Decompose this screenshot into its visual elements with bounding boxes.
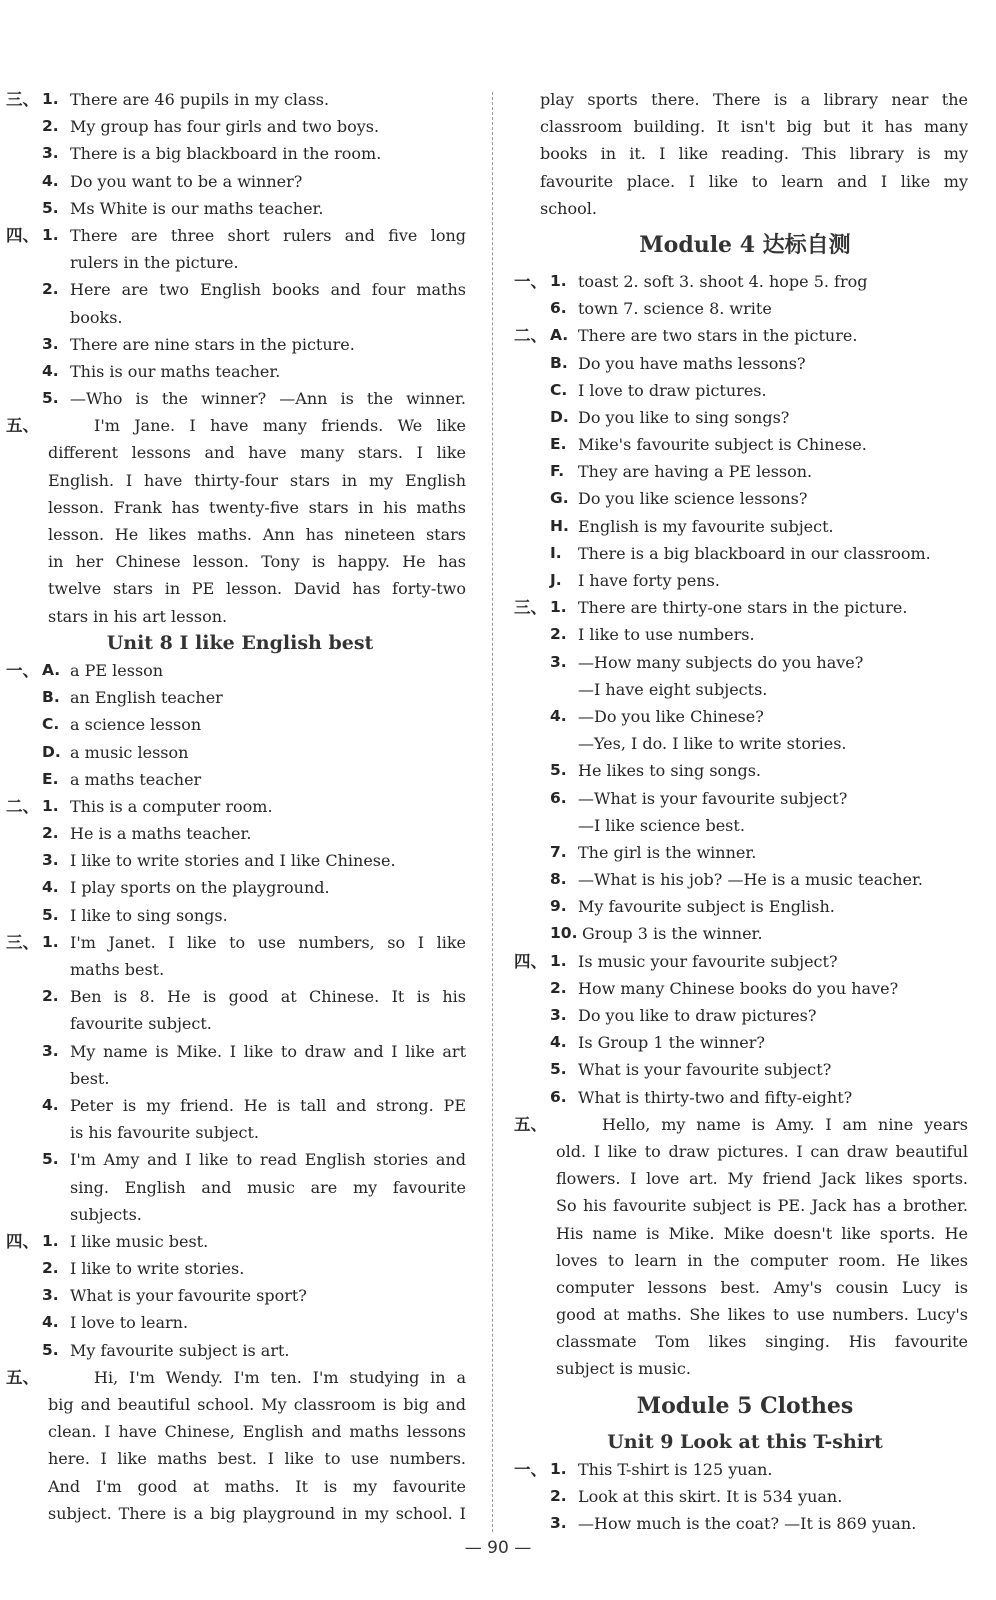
item-text: I like music best.	[70, 1231, 209, 1251]
item-text: stars in his art lesson.	[48, 606, 228, 626]
item-text: There is a big blackboard in the room.	[70, 144, 382, 164]
item-text: There are thirty-one stars in the picture.	[578, 598, 908, 618]
item-text: I like to write stories and I like Chinese.	[70, 851, 396, 871]
item-text: play sports there. There is a library near the	[540, 90, 968, 109]
item-text: There are nine stars in the picture.	[70, 334, 355, 354]
answer-item	[514, 458, 976, 485]
item-text: good at maths. She likes to use numbers. Lucy's	[556, 1305, 968, 1325]
item-text: My name is Mike. I like to draw and I like art	[70, 1041, 466, 1061]
text-line	[6, 548, 474, 575]
answer-item	[514, 485, 976, 512]
answer-item	[6, 113, 474, 140]
item-text: —Yes, I do. I like to write stories.	[578, 734, 847, 754]
item-text: Do you like science lessons?	[578, 489, 808, 509]
text-line	[514, 168, 976, 195]
item-number: A.	[42, 660, 61, 679]
item-number: 6.	[550, 1087, 567, 1106]
text-line	[514, 730, 976, 757]
answer-item	[514, 1456, 976, 1483]
item-number: E.	[42, 769, 59, 788]
text-line	[514, 195, 976, 222]
item-text: lesson. He likes maths. Ann has nineteen stars	[48, 525, 466, 544]
item-text: They are having a PE lesson.	[578, 462, 813, 482]
item-number: 2.	[42, 280, 59, 299]
item-number: 3.	[42, 1286, 59, 1305]
item-number: 6.	[550, 788, 567, 807]
item-number: B.	[550, 353, 568, 372]
text-line	[6, 1500, 474, 1527]
item-text: My favourite subject is art.	[70, 1340, 290, 1360]
text-line	[6, 575, 474, 602]
answer-item	[514, 1056, 976, 1083]
text-line	[6, 249, 474, 276]
section-marker: 二、	[514, 326, 547, 346]
item-number: 1.	[42, 225, 59, 244]
item-number: G.	[550, 489, 569, 508]
item-text: English is my favourite subject.	[578, 516, 834, 536]
item-number: D.	[42, 742, 61, 761]
item-number: 5.	[42, 1150, 59, 1169]
text-line	[514, 1165, 976, 1192]
answer-item	[514, 975, 976, 1002]
item-text: There are two stars in the picture.	[578, 326, 858, 346]
item-number: 2.	[550, 625, 567, 644]
item-number: 4.	[42, 878, 59, 897]
answer-item	[514, 567, 976, 594]
item-text: maths best.	[70, 960, 165, 979]
text-line	[6, 494, 474, 521]
item-text: loves to learn in the computer room. He likes	[556, 1250, 968, 1270]
item-text: Hello, my name is Amy. I am nine years	[602, 1114, 968, 1134]
item-text: school.	[540, 198, 597, 218]
item-number: 1.	[42, 932, 59, 951]
item-number: 5.	[42, 389, 59, 408]
item-text: favourite subject.	[70, 1014, 212, 1034]
item-number: 1.	[550, 951, 567, 970]
item-number: 6.	[550, 299, 567, 318]
answer-item	[6, 1282, 474, 1309]
item-text: What is your favourite sport?	[70, 1286, 307, 1306]
text-line	[6, 1174, 474, 1201]
item-text: —What is your favourite subject?	[578, 788, 848, 808]
answer-item	[514, 350, 976, 377]
item-text: Do you want to be a winner?	[70, 171, 303, 191]
item-text: a maths teacher	[70, 769, 202, 789]
item-number: 3.	[550, 1006, 567, 1024]
item-number: 1.	[42, 90, 59, 108]
item-number: 4.	[550, 1033, 567, 1052]
answer-item	[514, 594, 976, 621]
item-text: The girl is the winner.	[578, 842, 757, 862]
item-text: town 7. science 8. write	[578, 299, 772, 319]
item-number: 4.	[42, 1095, 59, 1114]
item-text: clean. I have Chinese, English and maths lessons	[48, 1422, 466, 1442]
item-text: I like to write stories.	[70, 1259, 245, 1279]
section-marker: 五、	[6, 1367, 39, 1387]
answer-item	[514, 404, 976, 431]
item-text: here. I like maths best. I like to use numbers.	[48, 1449, 466, 1469]
answer-item	[6, 86, 474, 113]
answer-item	[514, 839, 976, 866]
text-line	[6, 1418, 474, 1445]
item-text: Ms White is our maths teacher.	[70, 198, 324, 218]
text-line	[6, 1473, 474, 1500]
answer-item	[6, 902, 474, 929]
text-line	[6, 603, 474, 630]
answer-item	[6, 766, 474, 793]
answer-item	[514, 920, 976, 947]
text-line	[514, 1111, 976, 1138]
answer-item	[514, 785, 976, 812]
item-number: 5.	[42, 198, 59, 217]
answer-item	[6, 739, 474, 766]
item-text: favourite place. I like to learn and I like my	[540, 171, 968, 191]
item-text: toast 2. soft 3. shoot 4. hope 5. frog	[578, 271, 868, 291]
text-line	[514, 1274, 976, 1301]
text-line	[6, 521, 474, 548]
item-number: 1.	[42, 796, 59, 815]
item-text: flowers. I love art. My friend Jack likes sports.	[556, 1169, 968, 1189]
item-number: 4.	[42, 171, 59, 190]
item-text: best.	[70, 1068, 110, 1088]
item-number: 1.	[550, 271, 567, 290]
item-text: in her Chinese lesson. Tony is happy. He has	[48, 552, 466, 572]
item-number: F.	[550, 462, 565, 481]
text-line	[6, 439, 474, 466]
item-text: And I'm good at maths. It is my favourite	[48, 1476, 466, 1496]
item-text: This is our maths teacher.	[70, 361, 281, 381]
item-text: Mike's favourite subject is Chinese.	[578, 435, 867, 455]
item-text: This is a computer room.	[70, 796, 273, 816]
item-text: books.	[70, 307, 123, 327]
item-text: I like to sing songs.	[70, 905, 228, 925]
answer-item	[514, 540, 976, 567]
answer-item	[6, 929, 474, 956]
answer-item	[6, 820, 474, 847]
item-text: There are 46 pupils in my class.	[70, 90, 330, 109]
section-marker: 四、	[6, 1231, 39, 1251]
item-text: classmate Tom likes singing. His favourite	[556, 1332, 968, 1352]
item-text: an English teacher	[70, 688, 223, 708]
item-number: 5.	[42, 905, 59, 924]
item-text: English. I have thirty-four stars in my English	[48, 470, 466, 490]
answer-item	[6, 140, 474, 167]
text-line	[514, 1328, 976, 1355]
answer-item	[514, 1483, 976, 1510]
item-number: 7.	[550, 842, 567, 861]
answer-item	[6, 276, 474, 303]
text-line	[6, 467, 474, 494]
answer-item	[514, 268, 976, 295]
answer-item	[514, 948, 976, 975]
item-number: A.	[550, 326, 569, 345]
answer-item	[6, 358, 474, 385]
item-number: 4.	[550, 706, 567, 725]
left-column	[6, 86, 474, 1527]
text-line	[6, 412, 474, 439]
item-number: 4.	[42, 361, 59, 380]
section-marker: 三、	[6, 90, 39, 109]
item-number: 2.	[42, 987, 59, 1006]
item-text: —I like science best.	[578, 815, 745, 835]
item-number: 2.	[550, 1487, 567, 1505]
item-text: My favourite subject is English.	[578, 897, 835, 917]
item-text: My group has four girls and two boys.	[70, 117, 380, 137]
answer-item	[514, 1084, 976, 1111]
item-number: E.	[550, 435, 567, 454]
answer-item	[6, 874, 474, 901]
item-text: Look at this skirt. It is 534 yuan.	[578, 1487, 843, 1506]
text-line	[514, 676, 976, 703]
item-number: 1.	[42, 1231, 59, 1250]
item-number: B.	[42, 688, 60, 707]
item-text: Do you like to sing songs?	[578, 407, 790, 427]
section-marker: 二、	[6, 796, 39, 816]
answer-item	[6, 1146, 474, 1173]
answer-item	[514, 649, 976, 676]
section-heading: Unit 9 Look at this T-shirt	[607, 1430, 883, 1453]
item-text: Do you have maths lessons?	[578, 353, 806, 373]
item-number: C.	[550, 380, 568, 399]
answer-item	[6, 793, 474, 820]
item-text: I love to draw pictures.	[578, 380, 767, 400]
item-text: There is a big blackboard in our classroom.	[578, 543, 931, 563]
item-text: is his favourite subject.	[70, 1123, 259, 1143]
item-text: Is music your favourite subject?	[578, 951, 838, 971]
item-text: old. I like to draw pictures. I can draw beautiful	[556, 1141, 968, 1161]
text-line	[6, 1364, 474, 1391]
item-text: big and beautiful school. My classroom is big and	[48, 1395, 466, 1414]
item-text: I like to use numbers.	[578, 625, 755, 645]
item-text: What is your favourite subject?	[578, 1060, 832, 1080]
item-number: C.	[42, 715, 60, 734]
answer-item	[514, 893, 976, 920]
item-number: H.	[550, 516, 569, 535]
item-text: What is thirty-two and fifty-eight?	[578, 1087, 853, 1107]
answer-item	[514, 513, 976, 540]
item-text: This T-shirt is 125 yuan.	[578, 1459, 773, 1479]
item-text: I play sports on the playground.	[70, 878, 330, 898]
answer-item	[6, 1038, 474, 1065]
text-line	[514, 86, 976, 113]
answer-item	[6, 222, 474, 249]
item-text: a science lesson	[70, 715, 202, 735]
item-number: 1.	[550, 1459, 567, 1478]
answer-item	[6, 385, 474, 412]
section-marker: 四、	[514, 951, 547, 971]
item-text: books in it. I like reading. This library is my	[540, 144, 968, 164]
text-line	[6, 1010, 474, 1037]
item-number: 5.	[42, 1340, 59, 1359]
answer-item	[6, 1309, 474, 1336]
item-text: I'm Janet. I like to use numbers, so I like	[70, 932, 466, 952]
item-text: subject. There is a big playground in my school. I	[48, 1503, 466, 1523]
item-text: classroom building. It isn't big but it has many	[540, 117, 968, 137]
section-marker: 三、	[6, 932, 39, 952]
item-number: 4.	[42, 1313, 59, 1332]
item-text: Do you like to draw pictures?	[578, 1006, 817, 1025]
item-text: lesson. Frank has twenty-five stars in his maths	[48, 497, 466, 517]
answer-item	[6, 1228, 474, 1255]
item-text: —Do you like Chinese?	[578, 706, 764, 726]
item-text: subject is music.	[556, 1359, 691, 1379]
text-line	[514, 1220, 976, 1247]
item-text: —How many subjects do you have?	[578, 652, 864, 672]
item-text: I have forty pens.	[578, 571, 720, 590]
item-text: I'm Amy and I like to read English stories and	[70, 1150, 466, 1170]
column-divider	[492, 92, 493, 1532]
text-line	[514, 140, 976, 167]
page-number: — 90 —	[464, 1538, 532, 1558]
answer-item	[6, 168, 474, 195]
item-text: Here are two English books and four maths	[70, 280, 466, 300]
item-text: computer lessons best. Amy's cousin Lucy is	[556, 1277, 968, 1297]
item-text: His name is Mike. Mike doesn't like sports. He	[556, 1223, 968, 1243]
item-text: There are three short rulers and five long	[70, 225, 466, 245]
item-text: a PE lesson	[70, 660, 164, 680]
text-line	[514, 113, 976, 140]
item-text: I love to learn.	[70, 1313, 189, 1333]
item-text: He likes to sing songs.	[578, 761, 761, 781]
answer-item	[514, 1002, 976, 1029]
item-number: 1.	[550, 598, 567, 617]
answer-item	[6, 331, 474, 358]
text-line	[6, 1391, 474, 1418]
item-text: Peter is my friend. He is tall and strong. PE	[70, 1095, 466, 1115]
answer-item	[514, 377, 976, 404]
item-text: subjects.	[70, 1204, 142, 1224]
answer-item	[6, 983, 474, 1010]
item-number: 3.	[550, 1514, 567, 1533]
item-number: 5.	[550, 1060, 567, 1079]
text-line	[6, 1445, 474, 1472]
item-text: He is a maths teacher.	[70, 824, 252, 844]
answer-item	[514, 703, 976, 730]
item-text: sing. English and music are my favourite	[70, 1177, 466, 1197]
item-text: Is Group 1 the winner?	[578, 1033, 765, 1053]
item-text: rulers in the picture.	[70, 253, 239, 273]
item-text: So his favourite subject is PE. Jack has a brother.	[556, 1196, 968, 1216]
item-number: 5.	[550, 761, 567, 780]
item-number: 3.	[42, 144, 59, 163]
item-text: Group 3 is the winner.	[582, 924, 763, 944]
text-line	[6, 1119, 474, 1146]
answer-item	[6, 1337, 474, 1364]
answer-item	[514, 1029, 976, 1056]
section-heading: Unit 8 I like English best	[106, 631, 374, 654]
text-line	[6, 304, 474, 331]
text-line	[514, 1301, 976, 1328]
answer-item	[514, 757, 976, 784]
item-number: 8.	[550, 870, 567, 889]
section-marker: 五、	[6, 416, 39, 436]
text-line	[6, 956, 474, 983]
section-marker: 五、	[514, 1114, 547, 1134]
answer-item	[514, 866, 976, 893]
item-text: Ben is 8. He is good at Chinese. It is his	[70, 987, 466, 1007]
item-text: —I have eight subjects.	[578, 679, 768, 699]
item-number: 3.	[42, 1041, 59, 1060]
answer-item	[6, 1092, 474, 1119]
section-heading: Module 5 Clothes	[636, 1392, 854, 1419]
answer-item	[6, 1255, 474, 1282]
item-number: 3.	[550, 652, 567, 671]
text-line	[514, 1192, 976, 1219]
answer-item	[6, 195, 474, 222]
section-marker: 一、	[514, 271, 547, 291]
item-text: Hi, I'm Wendy. I'm ten. I'm studying in a	[94, 1367, 466, 1387]
answer-item	[6, 847, 474, 874]
answer-item	[514, 322, 976, 349]
section-heading: Module 4 达标自测	[639, 231, 851, 258]
text-line	[514, 1355, 976, 1382]
item-text: twelve stars in PE lesson. David has forty-two	[48, 579, 466, 599]
answer-item	[6, 711, 474, 738]
text-line	[6, 1201, 474, 1228]
item-number: 2.	[42, 824, 59, 843]
item-text: different lessons and have many stars. I like	[48, 443, 466, 463]
answer-item	[514, 295, 976, 322]
item-number: D.	[550, 407, 569, 426]
text-line	[514, 1247, 976, 1274]
item-number: 2.	[42, 1259, 59, 1278]
item-number: J.	[550, 571, 562, 589]
right-column	[514, 86, 976, 1537]
item-number: 3.	[42, 334, 59, 353]
answer-item	[6, 657, 474, 684]
item-number: 3.	[42, 851, 59, 870]
item-text: a music lesson	[70, 742, 189, 762]
item-number: I.	[550, 543, 562, 562]
section-marker: 一、	[6, 660, 39, 680]
section-marker: 四、	[6, 225, 39, 245]
item-number: 9.	[550, 897, 567, 916]
text-line	[514, 812, 976, 839]
item-text: —How much is the coat? —It is 869 yuan.	[578, 1514, 917, 1534]
answer-item	[514, 431, 976, 458]
answer-item	[514, 1510, 976, 1537]
text-line	[6, 1065, 474, 1092]
item-text: —Who is the winner? —Ann is the winner.	[70, 389, 466, 409]
item-text: —What is his job? —He is a music teacher.	[578, 870, 923, 890]
item-number: 2.	[550, 978, 567, 997]
item-number: 10.	[550, 924, 578, 943]
item-text: I'm Jane. I have many friends. We like	[94, 416, 466, 436]
answer-item	[514, 621, 976, 648]
section-marker: 三、	[514, 598, 547, 618]
item-number: 2.	[42, 117, 59, 136]
section-marker: 一、	[514, 1459, 547, 1479]
item-text: How many Chinese books do you have?	[578, 978, 899, 998]
text-line	[514, 1138, 976, 1165]
answer-item	[6, 684, 474, 711]
